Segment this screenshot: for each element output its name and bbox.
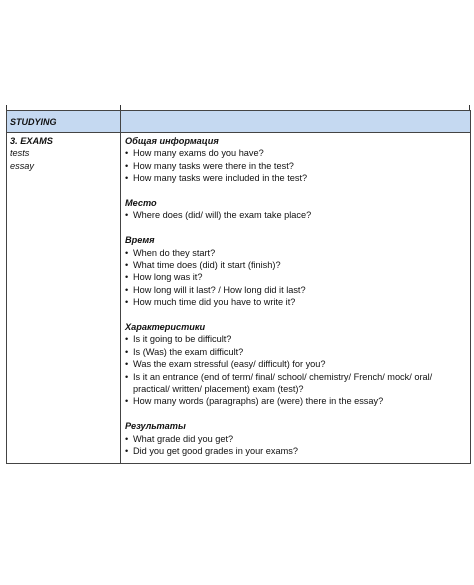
question-item: • How long will it last? / How long did it last? [125,284,470,296]
question-item: • Was the exam stressful (easy/ difficult) for you? [125,358,470,370]
section-title: Характеристики [125,322,206,333]
question-item: • Is (Was) the exam difficult? [125,346,470,358]
question-item: • Where does (did/ will) the exam take place? [125,209,470,221]
question-item: • Is it going to be difficult? [125,333,470,345]
question-list [125,209,470,221]
question-item: • How many exams do you have? [125,147,470,159]
topic-cell [7,133,121,464]
header-label: STUDYING [10,117,57,127]
section-place [125,197,470,222]
section-results [125,420,470,457]
section-title: Время [125,235,155,246]
question-item: • What grade did you get? [125,433,470,445]
column-tick-left [6,105,7,110]
question-item: • Did you get good grades in your exams? [125,445,470,457]
question-list [125,247,470,309]
topic-sheet [6,110,470,464]
section-general-info [125,135,470,185]
question-item: • How many tasks were included in the test? [125,172,470,184]
question-list [125,333,470,407]
topic-title: 3. EXAMS [10,136,53,146]
question-item: • How many words (paragraphs) are (were) there in the essay? [125,395,470,407]
questions-cell [121,133,471,464]
question-item: • How long was it? [125,271,470,283]
topic-table [6,110,471,464]
column-tick-right [469,105,470,110]
header-cell [7,111,121,133]
question-list [125,433,470,458]
section-title: Результаты [125,421,186,432]
question-item: • When do they start? [125,247,470,259]
subtopic-item: essay [10,160,35,171]
question-item: • How many tasks were there in the test? [125,160,470,172]
section-title: Место [125,198,157,209]
question-item: • What time does (did) it start (finish)? [125,259,470,271]
question-item: • How much time did you have to write it? [125,296,470,308]
section-title: Общая информация [125,136,219,146]
header-cell-empty [121,111,471,133]
subtopic-item: tests [10,148,30,159]
header-row [7,111,471,133]
column-tick-middle [120,105,121,110]
question-item: • Is it an entrance (end of term/ final/ school/ chemistry/ French/ mock/ oral/ practical/ written/ placement) exam (test)? [125,371,470,396]
section-characteristics [125,321,470,408]
question-list [125,147,470,184]
content-row [7,133,471,464]
section-time [125,234,470,308]
